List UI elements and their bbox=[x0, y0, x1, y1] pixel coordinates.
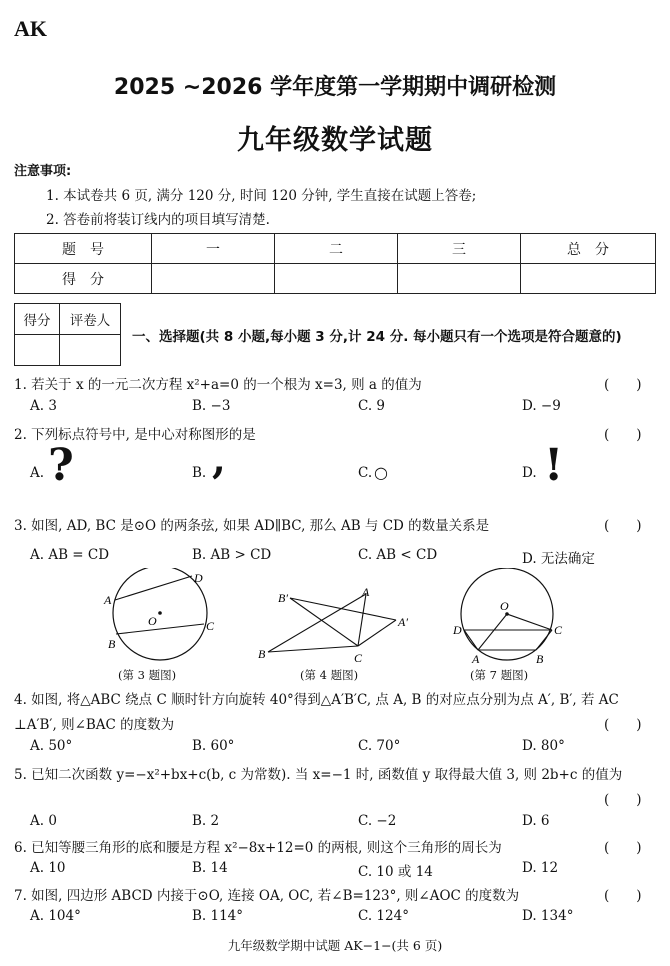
grader-score-cell[interactable] bbox=[15, 335, 60, 366]
question-stem: 5. 已知二次函数 y=−x²+bx+c(b, c 为常数). 当 x=−1 时, 函数值 y 取得最大值 3, 则 2b+c 的值为 bbox=[14, 767, 623, 783]
option-a[interactable]: A. bbox=[30, 465, 45, 481]
answer-blank[interactable]: ( ) bbox=[604, 427, 642, 443]
exam-title: 2025 ~2026 学年度第一学期期中调研检测 bbox=[113, 75, 557, 100]
option-b[interactable]: B. 14 bbox=[192, 860, 228, 876]
fig4-label-c: C bbox=[354, 651, 363, 665]
subject-title: 九年级数学试题 bbox=[237, 125, 433, 156]
fig3-label-c: C bbox=[206, 619, 215, 633]
fig4-label-b: B bbox=[258, 647, 266, 661]
question-stem: 3. 如图, AD, BC 是⊙O 的两条弦, 如果 AD∥BC, 那么 AB 与 CD 的数量关系是 bbox=[14, 518, 490, 534]
answer-blank[interactable]: ( ) bbox=[604, 840, 642, 856]
option-c[interactable]: C. AB < CD bbox=[358, 547, 438, 563]
score-table bbox=[14, 233, 656, 294]
score-input-cell[interactable] bbox=[398, 264, 521, 294]
figure-3-caption: (第 3 题图) bbox=[118, 668, 177, 682]
exclamation-symbol: ! bbox=[544, 440, 564, 491]
option-c[interactable]: C. bbox=[358, 465, 373, 481]
question-stem: 7. 如图, 四边形 ABCD 内接于⊙O, 连接 OA, OC, 若∠B=123°, 则∠AOC 的度数为 bbox=[14, 888, 520, 904]
option-b[interactable]: B. 60° bbox=[192, 738, 235, 754]
option-b[interactable]: B. bbox=[192, 465, 207, 481]
answer-blank[interactable]: ( ) bbox=[604, 888, 642, 904]
option-a[interactable]: A. 104° bbox=[30, 908, 81, 924]
option-b[interactable]: B. AB > CD bbox=[192, 547, 272, 563]
option-c[interactable]: C. 10 或 14 bbox=[358, 864, 433, 880]
option-c[interactable]: C. 9 bbox=[358, 398, 386, 414]
grader-name-label: 评卷人 bbox=[60, 304, 121, 335]
page-footer: 九年级数学期中试题 AK−1−(共 6 页) bbox=[227, 938, 443, 953]
option-a[interactable]: A. 0 bbox=[30, 813, 57, 829]
option-d[interactable]: D. 12 bbox=[522, 860, 559, 876]
score-header-cell: 三 bbox=[398, 234, 521, 264]
question-stem-cont: ⊥A′B′, 则∠BAC 的度数为 bbox=[14, 717, 175, 733]
fig7-label-o: O bbox=[500, 599, 509, 613]
option-a[interactable]: A. 3 bbox=[30, 398, 57, 414]
comma-symbol: , bbox=[212, 436, 226, 483]
fig3-label-b: B bbox=[108, 637, 116, 651]
answer-blank[interactable]: ( ) bbox=[604, 717, 642, 733]
grader-name-cell[interactable] bbox=[60, 335, 121, 366]
option-c[interactable]: C. −2 bbox=[358, 813, 397, 829]
figure-7 bbox=[450, 568, 570, 666]
option-c[interactable]: C. 124° bbox=[358, 908, 409, 924]
figure-7-caption: (第 7 题图) bbox=[470, 668, 529, 682]
option-a[interactable]: A. 50° bbox=[30, 738, 73, 754]
fig3-label-a: A bbox=[104, 593, 112, 607]
score-header-cell: 一 bbox=[152, 234, 275, 264]
question-stem: 4. 如图, 将△ABC 绕点 C 顺时针方向旋转 40°得到△A′B′C, 点 A, B 的对应点分别为点 A′, B′, 若 AC bbox=[14, 692, 619, 708]
option-c[interactable]: C. 70° bbox=[358, 738, 401, 754]
notes-heading: 注意事项: bbox=[14, 164, 72, 179]
fig7-label-c: C bbox=[554, 623, 563, 637]
score-header-cell: 总 分 bbox=[521, 234, 656, 264]
score-header-cell: 题 号 bbox=[15, 234, 152, 264]
fig7-label-a: A bbox=[472, 652, 480, 666]
option-b[interactable]: B. −3 bbox=[192, 398, 231, 414]
fig4-label-a: A bbox=[362, 586, 370, 599]
score-input-cell[interactable] bbox=[521, 264, 656, 294]
option-d[interactable]: D. 6 bbox=[522, 813, 550, 829]
paper-code: AK bbox=[14, 16, 47, 41]
answer-blank[interactable]: ( ) bbox=[604, 518, 642, 534]
option-d[interactable]: D. bbox=[522, 465, 537, 481]
note-item: 2. 答卷前将装订线内的项目填写清楚. bbox=[46, 212, 270, 228]
score-input-cell[interactable] bbox=[152, 264, 275, 294]
fig3-label-d: D bbox=[194, 571, 203, 585]
fig4-label-b-prime: B′ bbox=[278, 591, 288, 605]
option-a[interactable]: A. AB = CD bbox=[30, 547, 110, 563]
fig3-label-o: O bbox=[148, 614, 157, 628]
fig7-label-b: B bbox=[536, 652, 544, 666]
fig7-label-d: D bbox=[453, 623, 462, 637]
option-b[interactable]: B. 114° bbox=[192, 908, 244, 924]
question-stem: 2. 下列标点符号中, 是中心对称图形的是 bbox=[14, 427, 256, 443]
question-stem: 6. 已知等腰三角形的底和腰是方程 x²−8x+12=0 的两根, 则这个三角形的周长为 bbox=[14, 840, 502, 856]
note-item: 1. 本试卷共 6 页, 满分 120 分, 时间 120 分钟, 学生直接在试题上答卷; bbox=[46, 188, 477, 204]
grader-score-label: 得分 bbox=[15, 304, 60, 335]
circle-symbol: ○ bbox=[374, 463, 388, 482]
option-d[interactable]: D. 无法确定 bbox=[522, 551, 595, 567]
option-d[interactable]: D. 134° bbox=[522, 908, 574, 924]
answer-blank[interactable]: ( ) bbox=[604, 377, 642, 393]
fig4-label-a-prime: A′ bbox=[398, 615, 408, 629]
figure-3 bbox=[100, 568, 230, 666]
question-stem: 1. 若关于 x 的一元二次方程 x²+a=0 的一个根为 x=3, 则 a 的值为 bbox=[14, 377, 422, 393]
score-input-cell[interactable] bbox=[275, 264, 398, 294]
answer-blank[interactable]: ( ) bbox=[604, 792, 642, 808]
question-mark-symbol: ? bbox=[48, 440, 74, 491]
figure-4-caption: (第 4 题图) bbox=[300, 668, 359, 682]
option-a[interactable]: A. 10 bbox=[30, 860, 66, 876]
option-b[interactable]: B. 2 bbox=[192, 813, 220, 829]
score-header-cell: 二 bbox=[275, 234, 398, 264]
option-d[interactable]: D. −9 bbox=[522, 398, 561, 414]
option-d[interactable]: D. 80° bbox=[522, 738, 565, 754]
score-row-label: 得 分 bbox=[15, 264, 152, 294]
section-title: 一、选择题(共 8 小题,每小题 3 分,计 24 分. 每小题只有一个选项是符合题意的) bbox=[132, 329, 622, 345]
grader-box bbox=[14, 303, 121, 366]
figure-4 bbox=[256, 586, 416, 666]
